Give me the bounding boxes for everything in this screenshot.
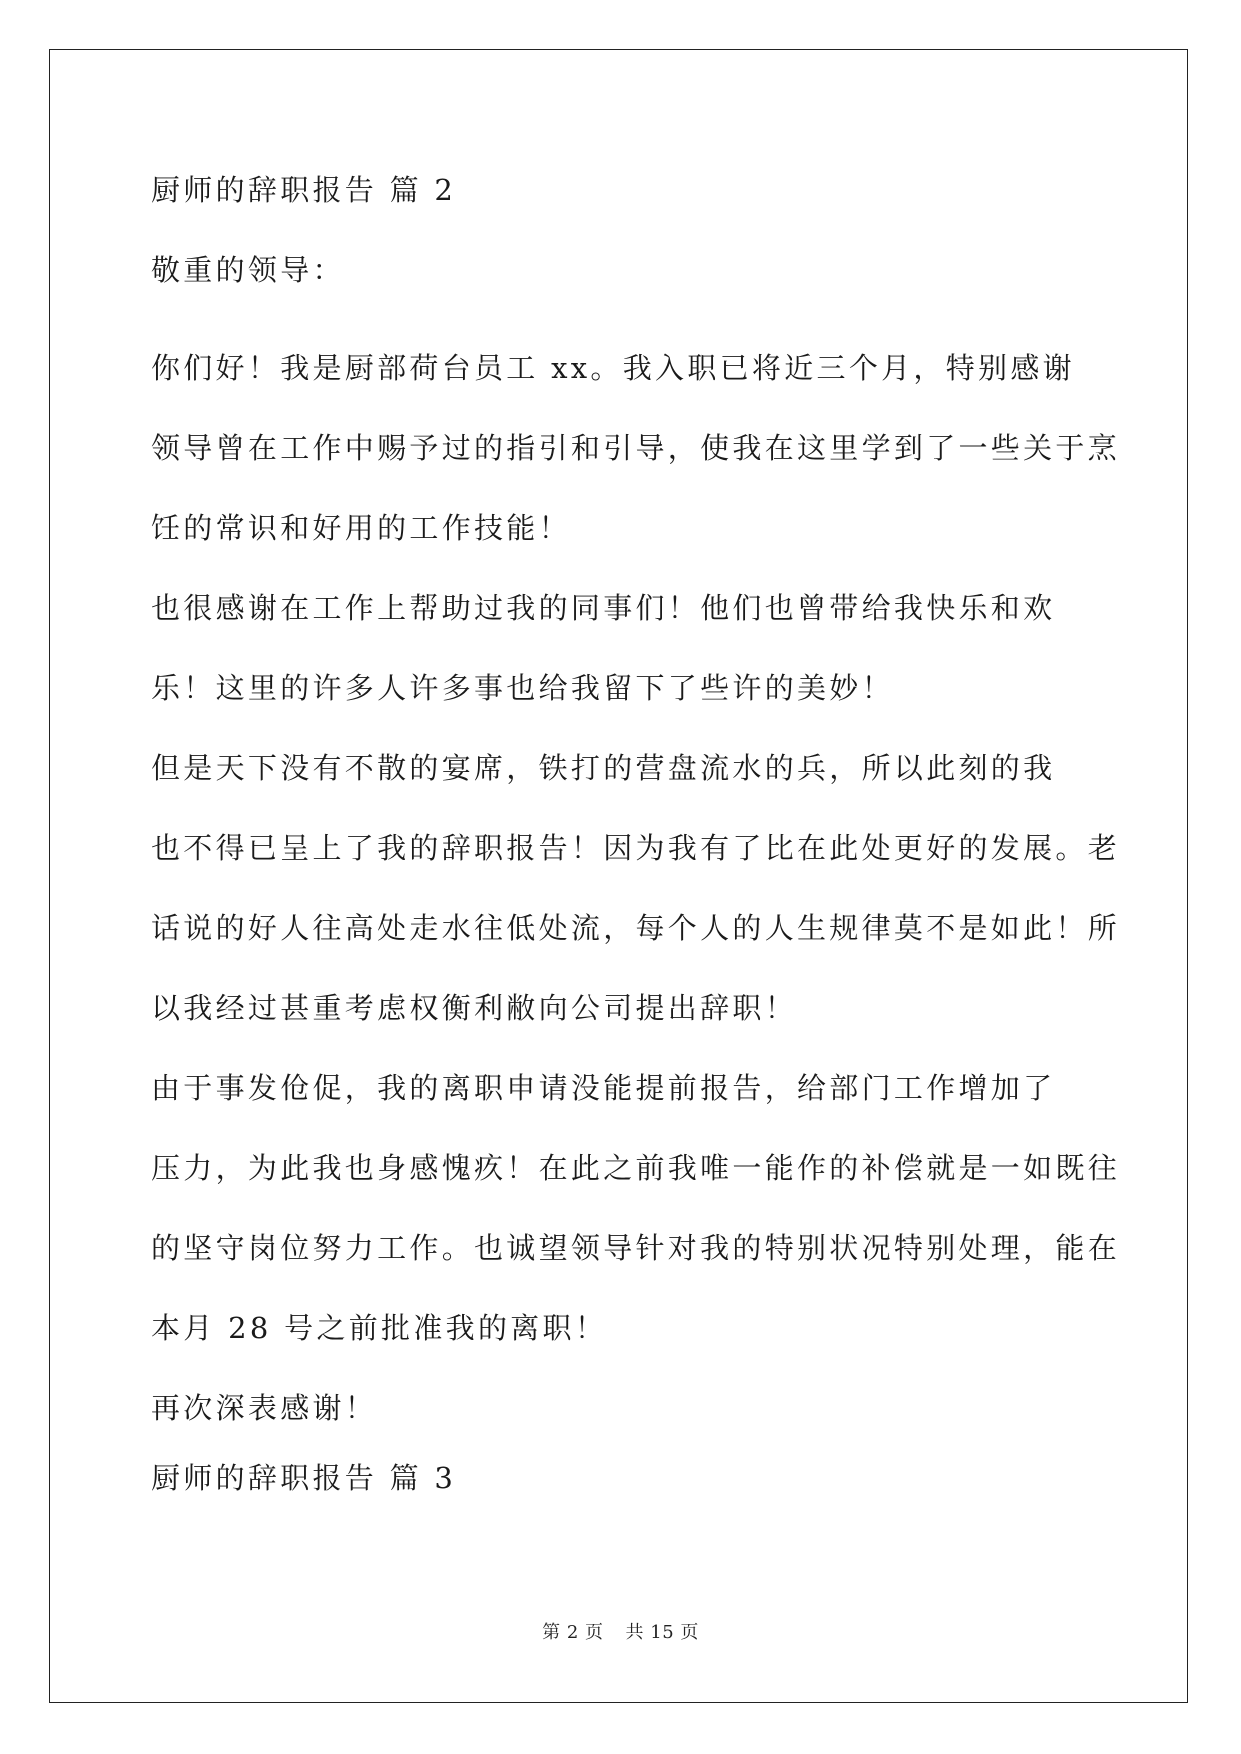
paragraph-line: 也不得已呈上了我的辞职报告！因为我有了比在此处更好的发展。老: [151, 831, 1121, 865]
paragraph-5: [151, 1368, 1091, 1448]
paragraph-line: 以我经过甚重考虑权衡利敝向公司提出辞职！: [151, 991, 798, 1025]
paragraph-line: 由于事发伧促，我的离职申请没能提前报告，给部门工作增加了: [151, 1071, 1056, 1105]
paragraph-line: 再次深表感谢！: [151, 1391, 378, 1425]
page-number: 第 2 页: [542, 1622, 604, 1643]
paragraph-line: 乐！这里的许多人许多事也给我留下了些许的美妙！: [151, 671, 894, 705]
paragraph-line: 领导曾在工作中赐予过的指引和引导，使我在这里学到了一些关于烹: [151, 431, 1121, 465]
paragraph-line: 话说的好人往高处走水往低处流，每个人的人生规律莫不是如此！所: [151, 911, 1121, 945]
paragraph-line: 本月 28 号之前批准我的离职！: [151, 1311, 608, 1345]
paragraph-line: 的坚守岗位努力工作。也诚望领导针对我的特别状况特别处理，能在: [151, 1231, 1121, 1265]
section-heading: 厨师的辞职报告 篇 2: [151, 173, 457, 207]
paragraph-line: 饪的常识和好用的工作技能！: [151, 511, 571, 545]
paragraph-2: [151, 568, 1091, 728]
paragraph-line: 但是天下没有不散的宴席，铁打的营盘流水的兵，所以此刻的我: [151, 751, 1056, 785]
paragraph-3: [151, 728, 1121, 1048]
paragraph-line: 也很感谢在工作上帮助过我的同事们！他们也曾带给我快乐和欢: [151, 591, 1056, 625]
document-body: [151, 164, 1121, 1528]
paragraph-line: 压力，为此我也身感愧疚！在此之前我唯一能作的补偿就是一如既往: [151, 1151, 1121, 1185]
paragraph-1: [151, 328, 1121, 568]
page-total: 共 15 页: [625, 1622, 699, 1643]
page-footer: [0, 1618, 1241, 1644]
salutation: 敬重的领导：: [151, 253, 345, 287]
section-heading: 厨师的辞职报告 篇 3: [151, 1461, 457, 1495]
paragraph-4: [151, 1048, 1121, 1368]
paragraph-line: 你们好！我是厨部荷台员工 xx。我入职已将近三个月，特别感谢: [151, 351, 1075, 385]
